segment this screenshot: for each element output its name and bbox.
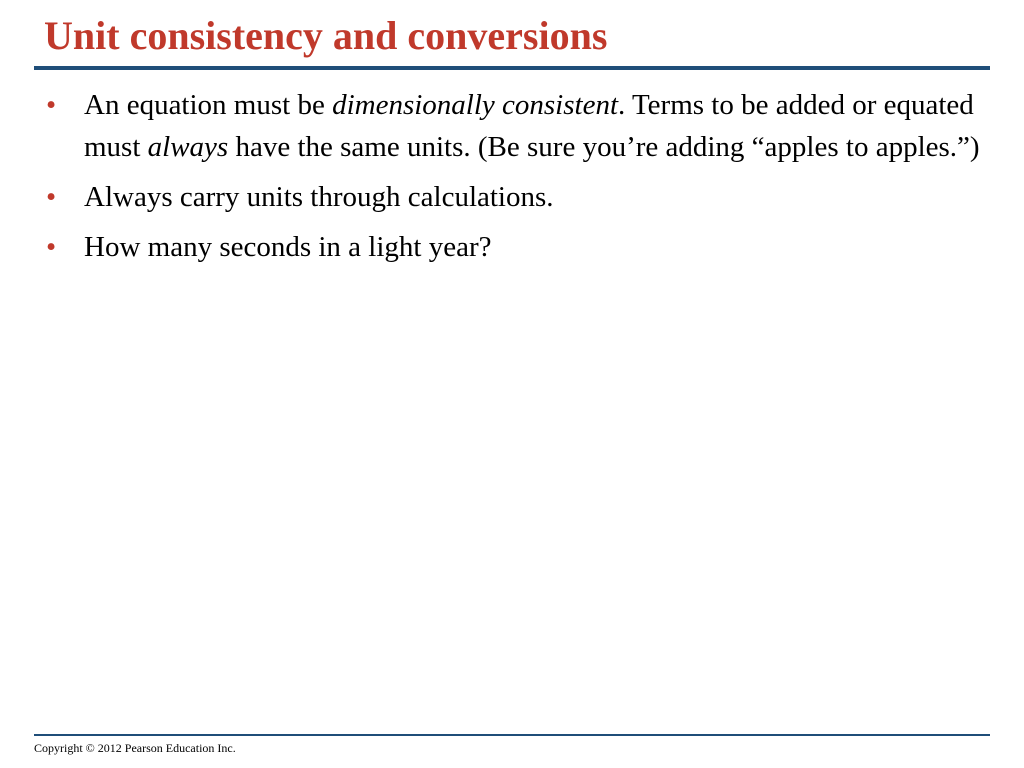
bullet-text [84, 89, 980, 163]
bullet-marker: • [46, 89, 57, 121]
text-run: have the same units. (Be sure you’re adding “apples to apples.”) [228, 131, 980, 163]
title-divider [34, 66, 990, 70]
emphasis-dimensionally-consistent: dimensionally consistent [332, 89, 619, 121]
bullet-item-dimensional-consistency [44, 84, 994, 168]
bullet-text: How many seconds in a light year? [84, 231, 492, 263]
bullet-marker: • [46, 231, 57, 263]
footer-divider [34, 734, 990, 736]
bullet-item-light-year-question [44, 226, 994, 268]
bullet-list [44, 84, 994, 276]
text-run: An equation must be [84, 89, 333, 121]
bullet-text: Always carry units through calculations. [84, 181, 554, 213]
bullet-item-carry-units [44, 176, 994, 218]
copyright-footer: Copyright © 2012 Pearson Education Inc. [34, 741, 236, 755]
bullet-marker: • [46, 181, 57, 213]
text-run: . Terms to be added or equated must [84, 89, 974, 163]
slide-title: Unit consistency and conversions [44, 13, 608, 58]
emphasis-always: always [147, 131, 229, 163]
